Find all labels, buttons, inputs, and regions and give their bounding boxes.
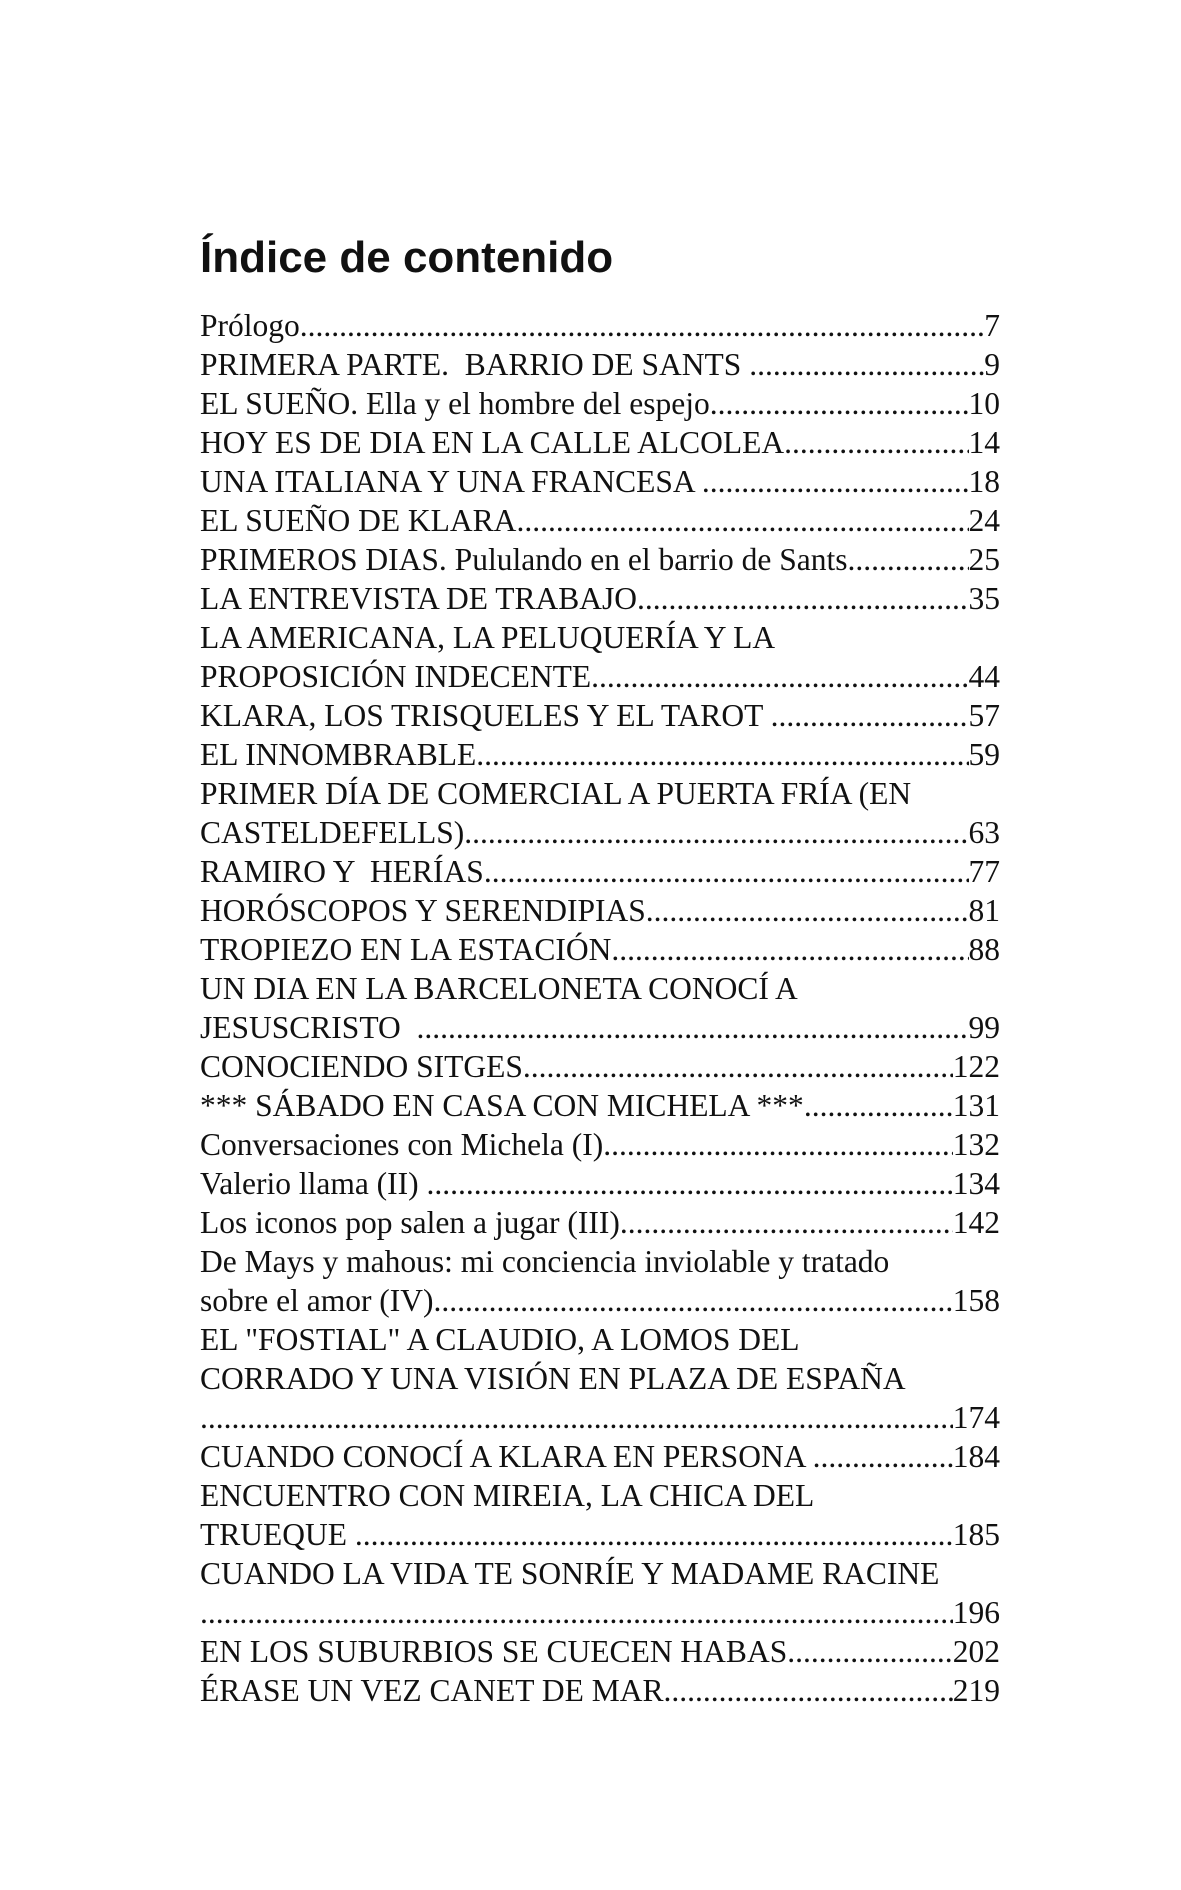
toc-entry-title: ÉRASE UN VEZ CANET DE MAR — [200, 1673, 664, 1708]
toc-page-number: 131 — [952, 1088, 1000, 1123]
toc-entry-title: CASTELDEFELLS) — [200, 815, 465, 850]
toc-entry-line — [200, 1398, 1000, 1437]
toc-dot-leader — [645, 579, 969, 618]
toc-entry — [200, 1476, 1000, 1554]
toc-dot-leader — [300, 306, 984, 345]
toc-dot-leader — [813, 1437, 953, 1476]
toc-dot-leader — [464, 813, 968, 852]
toc-entry-line — [200, 1632, 1000, 1671]
toc-entry — [200, 930, 1000, 969]
toc-entry-title-line: PRIMER DÍA DE COMERCIAL A PUERTA FRÍA (EN — [200, 776, 912, 811]
toc-dot-leader — [646, 891, 969, 930]
table-of-contents — [200, 306, 1000, 1710]
toc-entry-title: CONOCIENDO SITGES — [200, 1049, 523, 1084]
toc-dot-leader — [749, 345, 984, 384]
toc-entry — [200, 423, 1000, 462]
toc-entry-title-line: De Mays y mahous: mi conciencia inviolable y tratado — [200, 1244, 890, 1279]
toc-page-number: 185 — [952, 1517, 1000, 1552]
toc-entry — [200, 1125, 1000, 1164]
toc-entry — [200, 969, 1000, 1047]
toc-entry — [200, 345, 1000, 384]
toc-entry — [200, 1632, 1000, 1671]
toc-entry — [200, 306, 1000, 345]
toc-dot-leader — [702, 462, 969, 501]
toc-entry-title: HOY ES DE DIA EN LA CALLE ALCOLEA — [200, 425, 785, 460]
toc-entry-title-line: EL "FOSTIAL" A CLAUDIO, A LOMOS DEL — [200, 1322, 800, 1357]
toc-dot-leader — [484, 852, 969, 891]
toc-page-number: 99 — [968, 1010, 1000, 1045]
toc-page-number: 63 — [968, 815, 1000, 850]
toc-entry-title: Los iconos pop salen a jugar (III) — [200, 1205, 620, 1240]
toc-page-number: 174 — [952, 1400, 1000, 1435]
toc-entry-title: KLARA, LOS TRISQUELES Y EL TAROT — [200, 698, 771, 733]
toc-entry-title: TROPIEZO EN LA ESTACIÓN — [200, 932, 612, 967]
toc-entry-title: CUANDO CONOCÍ A KLARA EN PERSONA — [200, 1439, 813, 1474]
toc-entry — [200, 852, 1000, 891]
toc-dot-leader — [516, 501, 968, 540]
toc-entry-title: TRUEQUE — [200, 1517, 355, 1552]
toc-page-number: 158 — [952, 1283, 1000, 1318]
toc-dot-leader — [771, 696, 969, 735]
toc-dot-leader — [603, 1125, 953, 1164]
toc-page-number: 35 — [968, 581, 1000, 616]
toc-entry-line — [200, 813, 1000, 852]
toc-entry-title: EL SUEÑO. Ella y el hombre del espejo — [200, 386, 710, 421]
page-title: Índice de contenido — [200, 233, 614, 282]
toc-page-number: 57 — [968, 698, 1000, 733]
toc-entry — [200, 540, 1000, 579]
toc-entry — [200, 735, 1000, 774]
toc-entry — [200, 1164, 1000, 1203]
toc-page-number: 25 — [968, 542, 1000, 577]
toc-dot-leader — [710, 384, 969, 423]
toc-entry — [200, 618, 1000, 696]
toc-entry-line — [200, 1164, 1000, 1203]
toc-entry — [200, 696, 1000, 735]
toc-entry-title: Valerio llama (II) — [200, 1166, 427, 1201]
toc-page-number: 44 — [968, 659, 1000, 694]
toc-entry-line — [200, 1515, 1000, 1554]
toc-dot-leader — [523, 1047, 953, 1086]
toc-entry-title: Prólogo — [200, 308, 300, 343]
toc-page-number: 142 — [952, 1205, 1000, 1240]
toc-entry — [200, 1320, 1000, 1437]
toc-entry-line — [200, 696, 1000, 735]
toc-entry — [200, 1086, 1000, 1125]
toc-dot-leader — [787, 1632, 953, 1671]
toc-page-number: 202 — [952, 1634, 1000, 1669]
toc-entry-title: *** SÁBADO EN CASA CON MICHELA *** — [200, 1088, 804, 1123]
toc-entry-line — [200, 306, 1000, 345]
toc-entry — [200, 462, 1000, 501]
toc-entry-line — [200, 891, 1000, 930]
toc-page-number: 14 — [968, 425, 1000, 460]
toc-entry-line — [200, 1008, 1000, 1047]
toc-dot-leader — [200, 1398, 953, 1437]
toc-dot-leader — [417, 1008, 969, 1047]
toc-entry — [200, 774, 1000, 852]
toc-entry-line — [200, 657, 1000, 696]
toc-entry — [200, 1047, 1000, 1086]
toc-dot-leader — [847, 540, 968, 579]
toc-entry — [200, 1203, 1000, 1242]
toc-dot-leader — [620, 1203, 953, 1242]
toc-entry-title: sobre el amor (IV) — [200, 1283, 434, 1318]
toc-entry-title: EL SUEÑO DE KLARA — [200, 503, 517, 538]
toc-page-number: 81 — [968, 893, 1000, 928]
toc-page-number: 132 — [952, 1127, 1000, 1162]
toc-entry-title: HORÓSCOPOS Y SERENDIPIAS — [200, 893, 646, 928]
toc-entry — [200, 579, 1000, 618]
toc-dot-leader — [355, 1515, 953, 1554]
toc-entry — [200, 891, 1000, 930]
toc-entry-line — [200, 1086, 1000, 1125]
toc-page-number: 18 — [968, 464, 1000, 499]
toc-entry-title: JESUSCRISTO — [200, 1010, 417, 1045]
toc-entry-line — [200, 345, 1000, 384]
toc-entry-title: UNA ITALIANA Y UNA FRANCESA — [200, 464, 702, 499]
toc-entry-line — [200, 1671, 1000, 1710]
toc-dot-leader — [200, 1593, 953, 1632]
toc-entry-line — [200, 1281, 1000, 1320]
toc-dot-leader — [484, 735, 968, 774]
toc-entry-title: EN LOS SUBURBIOS SE CUECEN HABAS — [200, 1634, 788, 1669]
toc-dot-leader — [427, 1164, 953, 1203]
toc-page-number: 24 — [968, 503, 1000, 538]
toc-entry-title-line: CORRADO Y UNA VISIÓN EN PLAZA DE ESPAÑA — [200, 1361, 906, 1396]
toc-entry — [200, 384, 1000, 423]
toc-entry-title: PRIMERA PARTE. BARRIO DE SANTS — [200, 347, 750, 382]
toc-page-number: 134 — [952, 1166, 1000, 1201]
toc-entry-title-line: ENCUENTRO CON MIREIA, LA CHICA DEL — [200, 1478, 815, 1513]
toc-entry-line — [200, 1047, 1000, 1086]
toc-entry-line — [200, 852, 1000, 891]
toc-dot-leader — [804, 1086, 953, 1125]
toc-page-number: 219 — [952, 1673, 1000, 1708]
toc-entry-title-line: LA AMERICANA, LA PELUQUERÍA Y LA — [200, 620, 776, 655]
toc-page-number: 9 — [984, 347, 1000, 382]
toc-entry-line — [200, 501, 1000, 540]
toc-entry-title: RAMIRO Y HERÍAS — [200, 854, 484, 889]
toc-entry-line — [200, 384, 1000, 423]
toc-entry-title-line: UN DIA EN LA BARCELONETA CONOCÍ A — [200, 971, 798, 1006]
toc-entry — [200, 501, 1000, 540]
toc-entry-title: PRIMEROS DIAS. Pululando en el barrio de Sants — [200, 542, 848, 577]
toc-entry-line — [200, 1437, 1000, 1476]
toc-entry-line — [200, 1203, 1000, 1242]
toc-entry — [200, 1554, 1000, 1632]
toc-entry-line — [200, 1125, 1000, 1164]
toc-entry-title: PROPOSICIÓN INDECENTE — [200, 659, 592, 694]
toc-entry-line — [200, 735, 1000, 774]
toc-dot-leader — [591, 657, 968, 696]
toc-page-number: 122 — [952, 1049, 1000, 1084]
toc-page-number: 7 — [984, 308, 1000, 343]
toc-entry-title-line: CUANDO LA VIDA TE SONRÍE Y MADAME RACINE — [200, 1556, 940, 1591]
toc-page-number: 184 — [952, 1439, 1000, 1474]
toc-entry-line — [200, 930, 1000, 969]
toc-entry-title: EL INNOMBRABLE. — [200, 737, 485, 772]
toc-dot-leader — [434, 1281, 953, 1320]
toc-entry — [200, 1671, 1000, 1710]
toc-entry-line — [200, 579, 1000, 618]
toc-entry-line — [200, 462, 1000, 501]
toc-page-number: 59 — [968, 737, 1000, 772]
toc-entry-line — [200, 540, 1000, 579]
toc-page-number: 88 — [968, 932, 1000, 967]
toc-page-number: 10 — [968, 386, 1000, 421]
toc-dot-leader — [784, 423, 968, 462]
toc-entry-line — [200, 423, 1000, 462]
toc-dot-leader — [611, 930, 968, 969]
toc-entry — [200, 1242, 1000, 1320]
toc-entry-title: LA ENTREVISTA DE TRABAJO. — [200, 581, 645, 616]
toc-page-number: 196 — [952, 1595, 1000, 1630]
toc-entry-title: Conversaciones con Michela (I) — [200, 1127, 604, 1162]
toc-page-number: 77 — [968, 854, 1000, 889]
toc-entry-line — [200, 1593, 1000, 1632]
toc-entry — [200, 1437, 1000, 1476]
toc-dot-leader — [663, 1671, 952, 1710]
